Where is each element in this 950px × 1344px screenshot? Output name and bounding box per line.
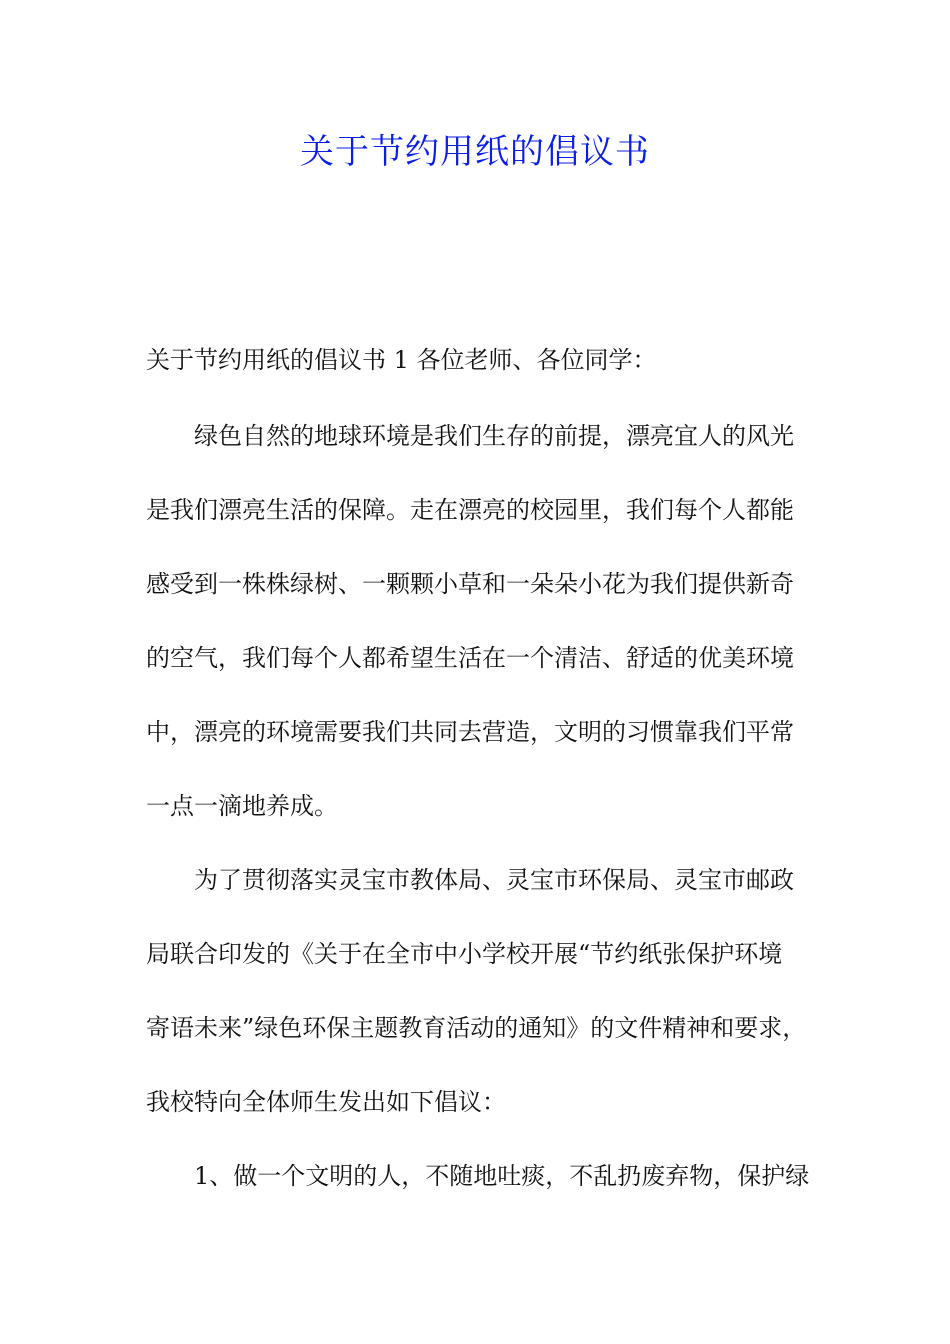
paragraph-1-line-1: 绿色自然的地球环境是我们生存的前提，漂亮宜人的风光 xyxy=(194,422,794,450)
paragraph-2-line-3: 寄语未来”绿色环保主题教育活动的通知》的文件精神和要求， xyxy=(146,1014,807,1042)
document-title: 关于节约用纸的倡议书 xyxy=(300,132,650,172)
paragraph-1-line-2: 是我们漂亮生活的保障。走在漂亮的校园里，我们每个人都能 xyxy=(146,496,794,524)
paragraph-3-line-1: 1、做一个文明的人，不随地吐痰，不乱扔废弃物，保护绿 xyxy=(194,1162,810,1190)
paragraph-1-line-3: 感受到一株株绿树、一颗颗小草和一朵朵小花为我们提供新奇 xyxy=(146,570,794,598)
paragraph-1-line-6: 一点一滴地养成。 xyxy=(146,792,338,820)
paragraph-2-line-2: 局联合印发的《关于在全市中小学校开展“节约纸张保护环境 xyxy=(146,940,783,968)
paragraph-2-line-4: 我校特向全体师生发出如下倡议： xyxy=(146,1088,506,1116)
paragraph-2-line-1: 为了贯彻落实灵宝市教体局、灵宝市环保局、灵宝市邮政 xyxy=(194,866,794,894)
paragraph-1-line-4: 的空气，我们每个人都希望生活在一个清洁、舒适的优美环境 xyxy=(146,644,794,672)
paragraph-1-line-5: 中，漂亮的环境需要我们共同去营造，文明的习惯靠我们平常 xyxy=(146,718,794,746)
salutation-line: 关于节约用纸的倡议书 1 各位老师、各位同学： xyxy=(146,346,657,374)
